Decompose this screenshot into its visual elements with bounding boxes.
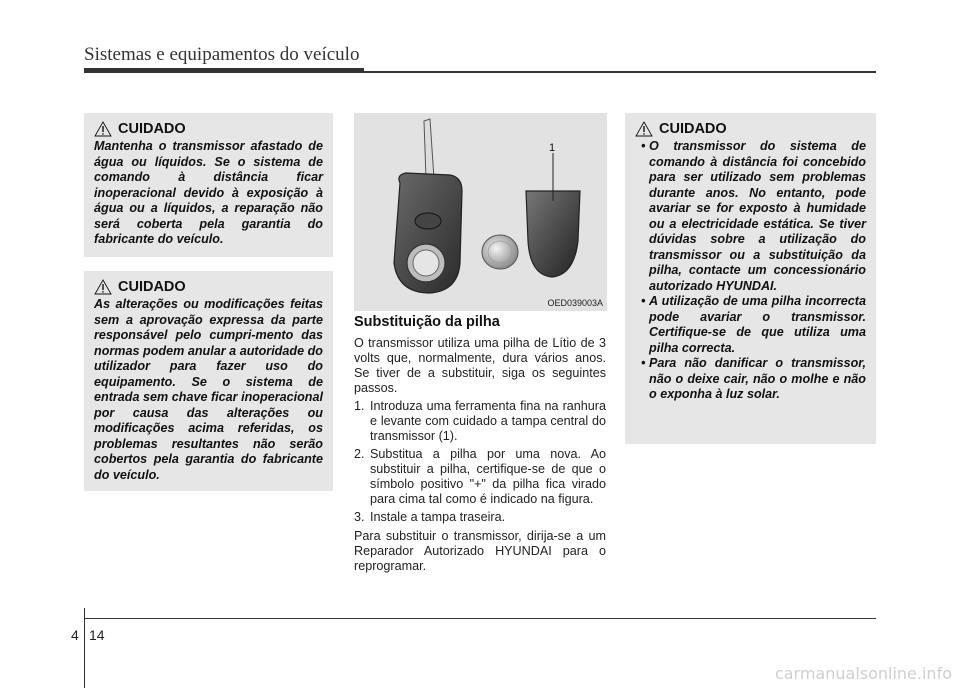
caution-title: CUIDADO (118, 279, 186, 295)
section-heading: Substituição da pilha (354, 314, 500, 330)
caution-title: CUIDADO (118, 121, 186, 137)
step-item: 1. Introduza uma ferramenta fina na ranhura e levante com cuidado a tampa central do transmissor (1). (354, 399, 606, 443)
footer-divider (84, 608, 85, 688)
closing-paragraph: Para substituir o transmissor, dirija-se a um Reparador Autorizado HYUNDAI para o reprogramar. (354, 529, 606, 573)
intro-paragraph: O transmissor utiliza uma pilha de Lítio de 3 volts que, normalmente, dura vários anos. Se tiver de a substituir, siga os seguintes passos. (354, 336, 606, 395)
caution-box-modifications (84, 271, 333, 491)
caution-box-water (84, 113, 333, 257)
caution-box-transmitter (625, 113, 876, 444)
figure-code: OED039003A (547, 298, 603, 308)
key-fob-logo (415, 213, 441, 229)
key-battery-illustration (354, 113, 607, 311)
callout-number: 1 (549, 142, 556, 154)
steps-list (354, 399, 606, 525)
caution-header (94, 279, 323, 295)
caution-bullet: • Para não danificar o transmissor, não o deixe cair, não o molhe e não o exponha à luz solar. (635, 356, 866, 403)
coin-battery (482, 235, 518, 269)
chapter-number: 4 (71, 627, 79, 643)
caution-bullet: • O transmissor do sistema de comando à distância foi concebido para ser utilizado sem problemas durante anos. No entanto, pode avariar se for exposto à humidade ou a electricidade estática. Se tiver dúvidas sobre a utilização do transmissor ou a substituição da pilha, contacte um concessionário autorizado HYUNDAI. (635, 139, 866, 294)
key-blade (424, 119, 434, 179)
footer-rule (84, 618, 876, 619)
caution-bullet: • A utilização de uma pilha incorrecta pode avariar o transmissor. Certifique-se de que utiliza uma pilha correcta. (635, 294, 866, 356)
step-item: 2. Substitua a pilha por uma nova. Ao substituir a pilha, certifique-se de que o símbolo positivo "+" da pilha fica virado para cima tal como é indicado na figura. (354, 447, 606, 506)
page-header-title: Sistemas e equipamentos do veículo (84, 44, 360, 65)
warning-triangle-icon (94, 121, 112, 137)
page-number: 14 (89, 627, 105, 643)
step-item: 3. Instale a tampa traseira. (354, 510, 506, 524)
caution-text: Mantenha o transmissor afastado de água ou líquidos. Se o sistema de comando à distância ficar inoperacional devido à exposição à água ou a líquidos, a reparação não será coberta pela garantia do fabricante do veículo. (94, 139, 323, 246)
warning-triangle-icon (635, 121, 653, 137)
warning-triangle-icon (94, 279, 112, 295)
key-battery-figure (354, 113, 607, 311)
watermark: carmanualsonline.info (774, 664, 952, 683)
caution-bullet-list (635, 139, 866, 403)
caution-header (94, 121, 323, 137)
battery-replacement-section (354, 314, 606, 577)
caution-title: CUIDADO (659, 121, 727, 137)
battery-cover (526, 191, 580, 277)
header-rule-thin (84, 71, 876, 73)
caution-text: As alterações ou modificações feitas sem a aprovação expressa da parte responsável pelo cumpri-mento das normas podem anular a autoridade do utilizador para fazer uso do equipamento. Se o sistema de entrada sem chave ficar inoperacional por causa das alterações ou modificações acima referidas, os problemas resultantes não serão cobertos pela garantia do fabricante do veículo. (94, 297, 323, 482)
caution-header (635, 121, 866, 137)
